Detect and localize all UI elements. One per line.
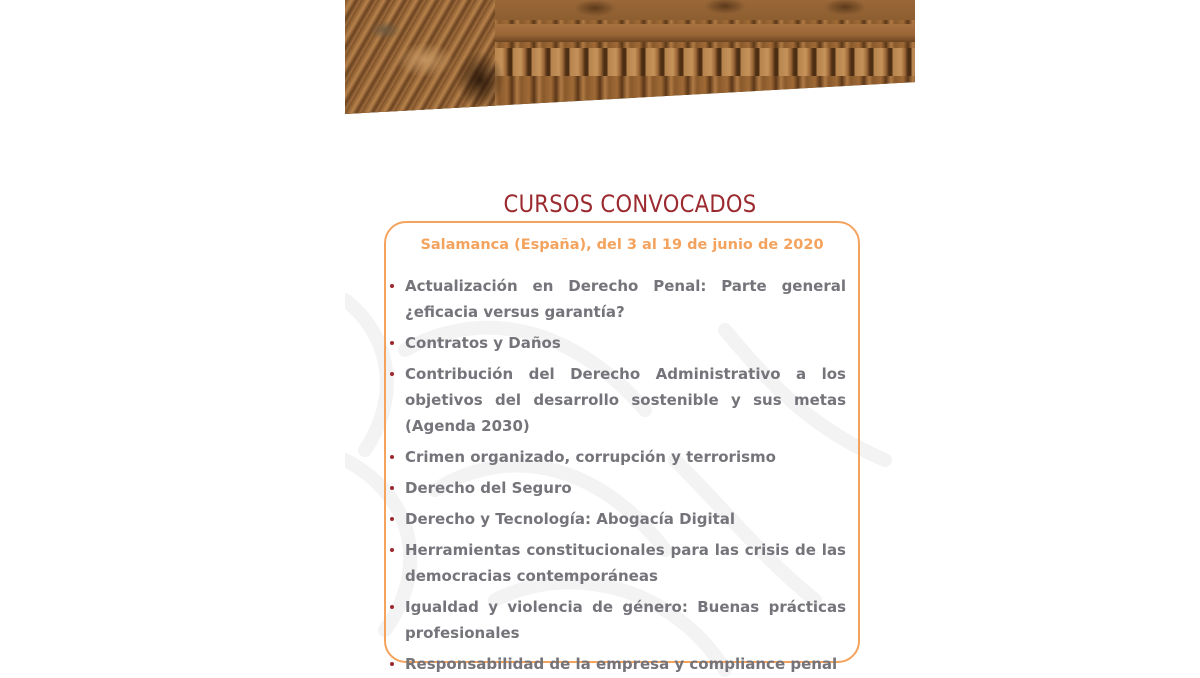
course-label: Igualdad y violencia de género: Buenas prácticas profesionales [405, 598, 846, 642]
banner-shadow [450, 40, 510, 114]
bullet-icon [390, 455, 394, 459]
course-item [390, 506, 846, 532]
course-label: Responsabilidad de la empresa y compliance penal [405, 655, 838, 673]
bullet-icon [390, 517, 394, 521]
course-label: Actualización en Derecho Penal: Parte general ¿eficacia versus garantía? [405, 277, 846, 321]
course-label: Herramientas constitucionales para las crisis de las democracias contemporáneas [405, 541, 846, 585]
course-item [390, 651, 846, 677]
bullet-icon [390, 284, 394, 288]
bullet-icon [390, 605, 394, 609]
course-list [390, 273, 846, 678]
bullet-icon [390, 548, 394, 552]
section-title: CURSOS CONVOCADOS [503, 190, 757, 219]
course-item [390, 361, 846, 439]
course-item [390, 273, 846, 325]
course-item [390, 330, 846, 356]
banner-image [345, 0, 915, 114]
course-label: Derecho del Seguro [405, 479, 572, 497]
bullet-icon [390, 486, 394, 490]
bullet-icon [390, 341, 394, 345]
bullet-icon [390, 662, 394, 666]
location-dates: Salamanca (España), del 3 al 19 de junio de 2020 [420, 237, 824, 253]
course-item [390, 475, 846, 501]
course-item [390, 444, 846, 470]
course-item [390, 537, 846, 589]
course-label: Crimen organizado, corrupción y terrorismo [405, 448, 776, 466]
banner-egg-and-dart-molding [490, 48, 915, 76]
course-label: Derecho y Tecnología: Abogacía Digital [405, 510, 736, 528]
bullet-icon [390, 372, 394, 376]
course-label: Contribución del Derecho Administrativo a los objetivos del desarrollo sostenible y sus metas (Agenda 2030) [405, 365, 846, 435]
course-label: Contratos y Daños [405, 334, 561, 352]
course-item [390, 594, 846, 646]
banner-ledge [490, 24, 915, 42]
